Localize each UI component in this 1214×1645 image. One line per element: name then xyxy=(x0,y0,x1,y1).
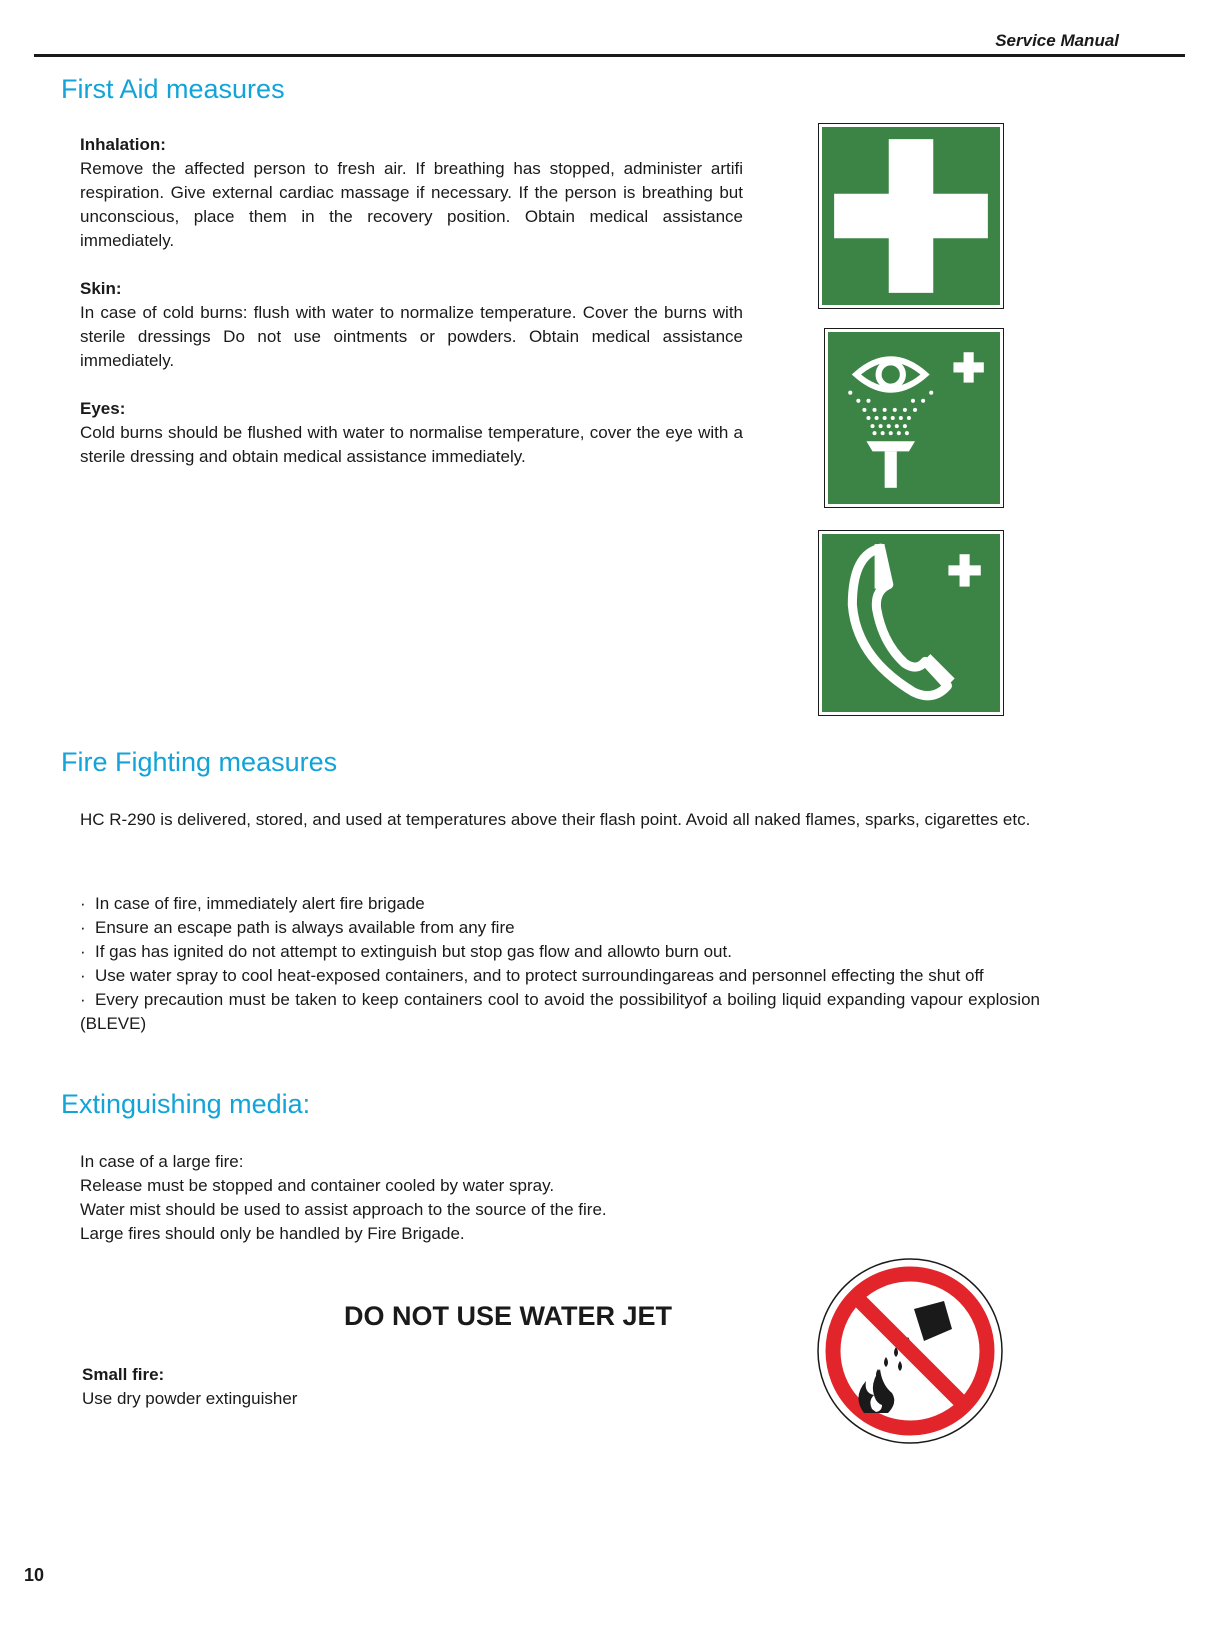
emergency-phone-icon xyxy=(822,534,1000,712)
page-number: 10 xyxy=(24,1565,45,1585)
bullet-text: Use water spray to cool heat-exposed containers, and to protect surroundingareas and personnel effecting the shut off xyxy=(95,966,984,985)
inhalation-label: Inhalation: xyxy=(80,135,166,154)
fire-fighting-intro: HC R-290 is delivered, stored, and used at temperatures above their flash point. Avoid all naked flames, sparks, cigarettes etc. xyxy=(80,810,1031,829)
bullet-dot: · xyxy=(80,918,86,937)
list-item xyxy=(80,892,1040,916)
inhalation-text: Remove the affected person to fresh air. If breathing has stopped, administer artifi respiration. Give external cardiac massage if necessary. If the person is breathing but unconscious, place them in the recovery position. Obtain medical assistance immediately. xyxy=(80,159,743,250)
header-rule xyxy=(34,54,1185,57)
small-fire-section xyxy=(82,1363,482,1411)
skin-text: In case of cold burns: flush with water to normalize temperature. Cover the burns with sterile dressings Do not use ointments or powders. Obtain medical assistance immediately. xyxy=(80,303,743,370)
eyes-text: Cold burns should be flushed with water to normalise temperature, cover the eye with a sterile dressing and obtain medical assistance immediately. xyxy=(80,423,743,466)
bullet-dot: · xyxy=(80,990,86,1009)
no-water-on-fire-icon xyxy=(816,1257,1004,1445)
list-item xyxy=(80,988,1040,1036)
bullet-dot: · xyxy=(80,894,86,913)
bullet-text: Ensure an escape path is always available from any fire xyxy=(95,918,515,937)
extinguishing-lines xyxy=(80,1150,780,1246)
extinguishing-title: Extinguishing media: xyxy=(61,1089,311,1119)
emergency-phone-sign xyxy=(818,530,1004,716)
bullet-text: If gas has ignited do not attempt to extinguish but stop gas flow and allowto burn out. xyxy=(95,942,732,961)
eye-wash-icon xyxy=(828,332,1000,504)
eyes-label: Eyes: xyxy=(80,399,126,418)
header-title: Service Manual xyxy=(995,31,1119,50)
extinguishing-line: Release must be stopped and container cooled by water spray. xyxy=(80,1176,555,1195)
first-aid-sign xyxy=(818,123,1004,309)
small-fire-label: Small fire: xyxy=(82,1365,165,1384)
bullet-text: Every precaution must be taken to keep containers cool to avoid the possibilityof a boiling liquid expanding vapour explosion (BLEVE) xyxy=(80,990,1040,1033)
no-water-sign xyxy=(816,1257,1004,1445)
list-item xyxy=(80,940,1040,964)
first-aid-cross-icon xyxy=(822,127,1000,305)
bullet-text: In case of fire, immediately alert fire brigade xyxy=(95,894,425,913)
eyes-section xyxy=(80,397,743,469)
fire-fighting-title: Fire Fighting measures xyxy=(61,747,338,777)
extinguishing-line: Water mist should be used to assist approach to the source of the fire. xyxy=(80,1200,607,1219)
bullet-dot: · xyxy=(80,966,86,985)
skin-section xyxy=(80,277,743,373)
extinguishing-line: In case of a large fire: xyxy=(80,1152,244,1171)
inhalation-section xyxy=(80,133,743,253)
list-item xyxy=(80,964,1040,988)
list-item xyxy=(80,916,1040,940)
extinguishing-line: Large fires should only be handled by Fire Brigade. xyxy=(80,1224,465,1243)
eye-wash-sign xyxy=(824,328,1004,508)
small-fire-text: Use dry powder extinguisher xyxy=(82,1389,298,1408)
water-jet-warning: DO NOT USE WATER JET xyxy=(344,1301,673,1331)
first-aid-title: First Aid measures xyxy=(61,74,285,104)
fire-fighting-list xyxy=(80,892,1040,1036)
skin-label: Skin: xyxy=(80,279,122,298)
bullet-dot: · xyxy=(80,942,86,961)
